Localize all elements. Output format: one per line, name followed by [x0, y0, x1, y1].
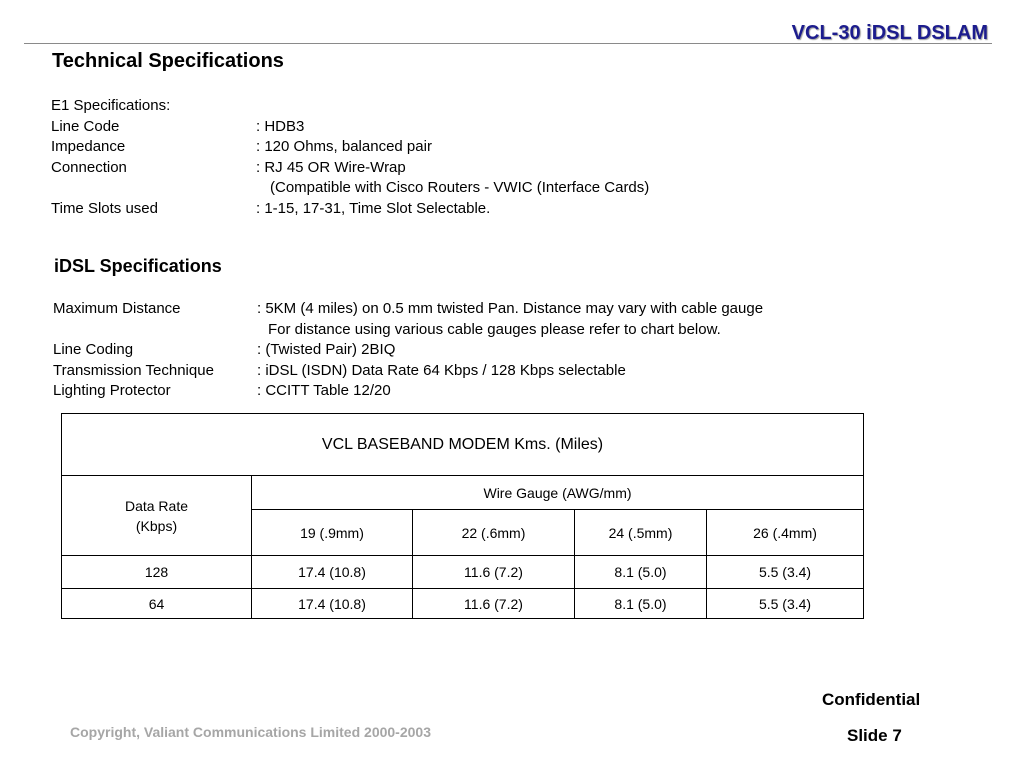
spec-label: Line Coding [53, 341, 134, 359]
slide-number: Slide 7 [847, 726, 902, 745]
spec-label: Line Code [51, 117, 120, 135]
spec-note: (Compatible with Cisco Routers - VWIC (Interface Cards) [270, 179, 650, 197]
wire-gauge-header: Wire Gauge (AWG/mm) [252, 476, 864, 510]
data-rate-header-line2: (Kbps) [135, 517, 178, 534]
table-row [62, 589, 864, 619]
idsl-specifications-title: iDSL Specifications [54, 256, 222, 276]
distance-cell: 11.6 (7.2) [413, 556, 575, 589]
data-rate-cell: 128 [62, 556, 252, 589]
confidential-label: Confidential [822, 690, 921, 709]
data-rate-header [62, 476, 252, 556]
table-title: VCL BASEBAND MODEM Kms. (Miles) [62, 414, 864, 476]
distance-cell: 11.6 (7.2) [413, 589, 575, 619]
slide-header-title: VCL-30 iDSL DSLAM [791, 22, 988, 44]
copyright-notice: Copyright, Valiant Communications Limited 2000-2003 [70, 724, 431, 740]
table-title-row [62, 414, 864, 476]
data-rate-cell: 64 [62, 589, 252, 619]
data-rate-header-line1: Data Rate [124, 497, 189, 514]
spec-value: : 5KM (4 miles) on 0.5 mm twisted Pan. Distance may vary with cable gauge [257, 300, 764, 317]
distance-cell: 8.1 (5.0) [575, 556, 707, 589]
gauge-size-cell: 26 (.4mm) [707, 510, 864, 556]
spec-label: Connection [51, 158, 127, 176]
spec-value: : CCITT Table 12/20 [257, 382, 391, 400]
spec-note: For distance using various cable gauges please refer to chart below. [268, 320, 721, 338]
distance-cell: 8.1 (5.0) [575, 589, 707, 619]
header-divider [24, 43, 992, 44]
distance-cell: 17.4 (10.8) [252, 556, 413, 589]
spec-value: : HDB3 [256, 117, 305, 135]
spec-label: Time Slots used [51, 199, 158, 217]
spec-label: Transmission Technique [53, 361, 214, 379]
distance-cell: 5.5 (3.4) [707, 589, 864, 619]
table-row [62, 556, 864, 589]
spec-label: Maximum Distance [53, 300, 181, 317]
distance-cell: 17.4 (10.8) [252, 589, 413, 619]
gauge-size-cell: 24 (.5mm) [575, 510, 707, 556]
e1-heading: E1 Specifications: [51, 97, 171, 114]
gauge-size-cell: 19 (.9mm) [252, 510, 413, 556]
distance-cell: 5.5 (3.4) [707, 556, 864, 589]
gauge-size-cell: 22 (.6mm) [413, 510, 575, 556]
table-header-row [62, 476, 864, 510]
spec-value: : 1-15, 17-31, Time Slot Selectable. [256, 199, 491, 217]
spec-value: : iDSL (ISDN) Data Rate 64 Kbps / 128 Kbps selectable [257, 361, 626, 379]
spec-value: : RJ 45 OR Wire-Wrap [256, 158, 406, 176]
technical-specifications-title: Technical Specifications [52, 50, 284, 72]
spec-value: : (Twisted Pair) 2BIQ [257, 341, 396, 359]
spec-label: Impedance [51, 138, 126, 156]
spec-label: Lighting Protector [53, 382, 171, 400]
baseband-modem-table [61, 413, 864, 619]
spec-value: : 120 Ohms, balanced pair [256, 138, 432, 156]
